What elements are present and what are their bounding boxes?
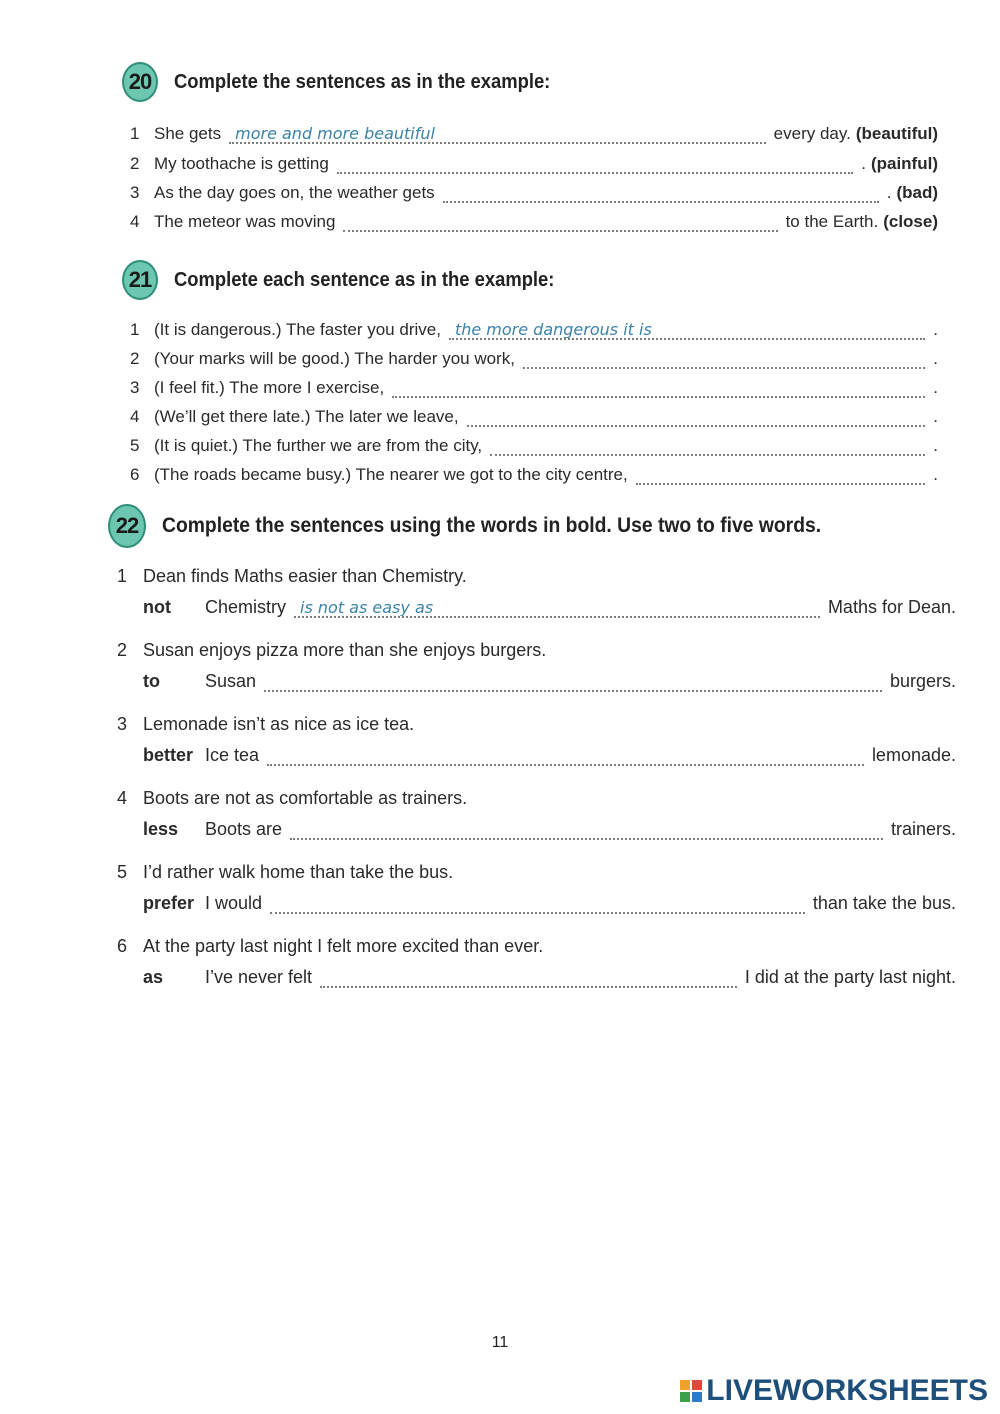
item-number: 1 [130,320,140,339]
ex20-answer-3[interactable] [443,185,879,203]
item-prefix: I’ve never felt [205,967,313,987]
item-number: 4 [130,407,140,426]
item-number: 6 [130,465,140,484]
item-prefix: Susan [205,671,257,691]
ex21-item-4 [130,407,938,427]
ex21-answer-6[interactable] [636,467,926,485]
ex20-answer-4[interactable] [343,214,777,232]
item-number: 2 [117,640,128,660]
item-suffix: I did at the party last night. [744,967,956,987]
ex22-item-6-sentence [117,936,543,957]
item-number: 2 [130,349,140,368]
item-prefix: (It is dangerous.) The faster you drive, [154,320,441,339]
ex22-item-3-sentence [117,714,414,735]
item-number: 4 [117,788,128,808]
item-sentence: I’d rather walk home than take the bus. [143,862,454,882]
ex21-answer-3[interactable] [392,380,925,398]
ex21-answer-1[interactable] [449,322,925,340]
ex21-item-3 [130,378,938,398]
item-suffix: than take the bus. [812,893,956,913]
ex22-item-1-sentence [117,566,467,587]
exercise-21-title: Complete each sentence as in the example: [174,268,555,291]
logo-square-l [680,1380,690,1390]
ex22-answer-6[interactable] [320,970,737,988]
item-sentence: At the party last night I felt more excited than ever. [143,936,544,956]
item-prefix: Chemistry [205,597,287,617]
item-sentence: Dean finds Maths easier than Chemistry. [143,566,467,586]
ex21-item-1 [130,320,938,340]
logo-square-e [692,1392,702,1402]
item-prefix: (Your marks will be good.) The harder you work, [154,349,515,368]
item-prefix: Ice tea [205,745,260,765]
ex21-answer-5[interactable] [490,438,925,456]
item-prefix: (The roads became busy.) The nearer we got to the city centre, [154,465,628,484]
exercise-20-header [122,62,583,102]
ex20-item-3 [130,183,938,203]
ex20-answer-2[interactable] [337,156,853,174]
item-prefix: (We’ll get there late.) The later we leave, [154,407,459,426]
ex22-item-4-sentence [117,788,467,809]
item-hint: (painful) [870,154,938,173]
item-prefix: (It is quiet.) The further we are from the city, [154,436,483,455]
ex21-answer-4[interactable] [467,409,926,427]
item-number: 2 [130,154,140,173]
ex22-item-1 [143,597,956,618]
item-prefix: I would [205,893,263,913]
item-keyword: to [143,671,160,691]
ex22-answer-5[interactable] [270,896,805,914]
ex21-item-2 [130,349,938,369]
item-suffix: lemonade. [871,745,956,765]
item-hint: (close) [883,212,938,231]
item-keyword: less [143,819,179,839]
item-prefix: The meteor was moving [154,212,336,231]
ex22-item-5 [143,893,956,914]
item-suffix: . [886,183,892,202]
page-number: 11 [491,1334,509,1351]
exercise-22-title: Complete the sentences using the words in bold. Use two to five words. [162,514,822,537]
item-number: 3 [117,714,128,734]
liveworksheets-logo-text: LIVEWORKSHEETS [706,1374,988,1407]
exercise-22-badge: 22 [108,504,146,548]
item-suffix: trainers. [890,819,956,839]
item-sentence: Boots are not as comfortable as trainers. [143,788,468,808]
ex20-item-4 [130,212,938,232]
item-number: 1 [130,124,140,143]
item-suffix: burgers. [889,671,956,691]
item-keyword: not [143,597,171,617]
ex22-item-4 [143,819,956,840]
liveworksheets-logo[interactable] [680,1374,988,1408]
item-keyword: as [143,967,164,987]
ex22-item-6 [143,967,956,988]
item-suffix: . [933,320,938,339]
ex20-answer-1[interactable] [229,126,766,144]
exercise-20-title: Complete the sentences as in the example: [174,70,551,93]
logo-square-v [680,1392,690,1402]
item-number: 3 [130,378,140,397]
item-prefix: Boots are [205,819,283,839]
exercise-21-badge: 21 [122,260,158,300]
ex22-answer-4[interactable] [290,822,883,840]
item-prefix: (I feel fit.) The more I exercise, [154,378,385,397]
item-suffix: . [933,465,938,484]
item-suffix: . [861,154,866,173]
ex22-item-5-sentence [117,862,453,883]
ex22-answer-1[interactable] [294,600,820,618]
item-prefix: As the day goes on, the weather gets [154,183,435,202]
item-suffix: . [933,436,938,455]
item-number: 1 [117,566,128,586]
ex20-item-2 [130,154,938,174]
item-suffix: . [933,378,938,397]
ex22-answer-3[interactable] [267,748,864,766]
ex22-item-3 [143,745,956,766]
ex21-answer-2[interactable] [523,351,925,369]
item-keyword: prefer [143,893,195,913]
item-number: 3 [130,183,140,202]
exercise-21-header [122,260,588,300]
ex22-answer-2[interactable] [264,674,882,692]
item-hint: (bad) [896,183,938,202]
item-prefix: She gets [154,124,222,143]
ex21-item-5 [130,436,938,456]
item-number: 5 [117,862,128,882]
item-keyword: better [143,745,194,765]
item-suffix: . [933,407,938,426]
item-sentence: Lemonade isn’t as nice as ice tea. [143,714,415,734]
item-number: 5 [130,436,140,455]
item-suffix: . [933,349,938,368]
logo-square-i [692,1380,702,1390]
ex22-item-2-sentence [117,640,546,661]
item-suffix: to the Earth. [785,212,879,231]
exercise-20-badge: 20 [122,62,158,102]
item-number: 6 [117,936,128,956]
item-number: 4 [130,212,140,231]
liveworksheets-logo-icon [680,1380,702,1402]
item-hint: (beautiful) [855,124,938,143]
ex21-item-6 [130,465,938,485]
exercise-22-header [108,504,878,548]
ex22-item-2 [143,671,956,692]
item-sentence: Susan enjoys pizza more than she enjoys burgers. [143,640,547,660]
ex20-item-1 [130,124,938,144]
item-suffix: Maths for Dean. [827,597,956,617]
item-prefix: My toothache is getting [154,154,329,173]
item-suffix: every day. [773,124,851,143]
